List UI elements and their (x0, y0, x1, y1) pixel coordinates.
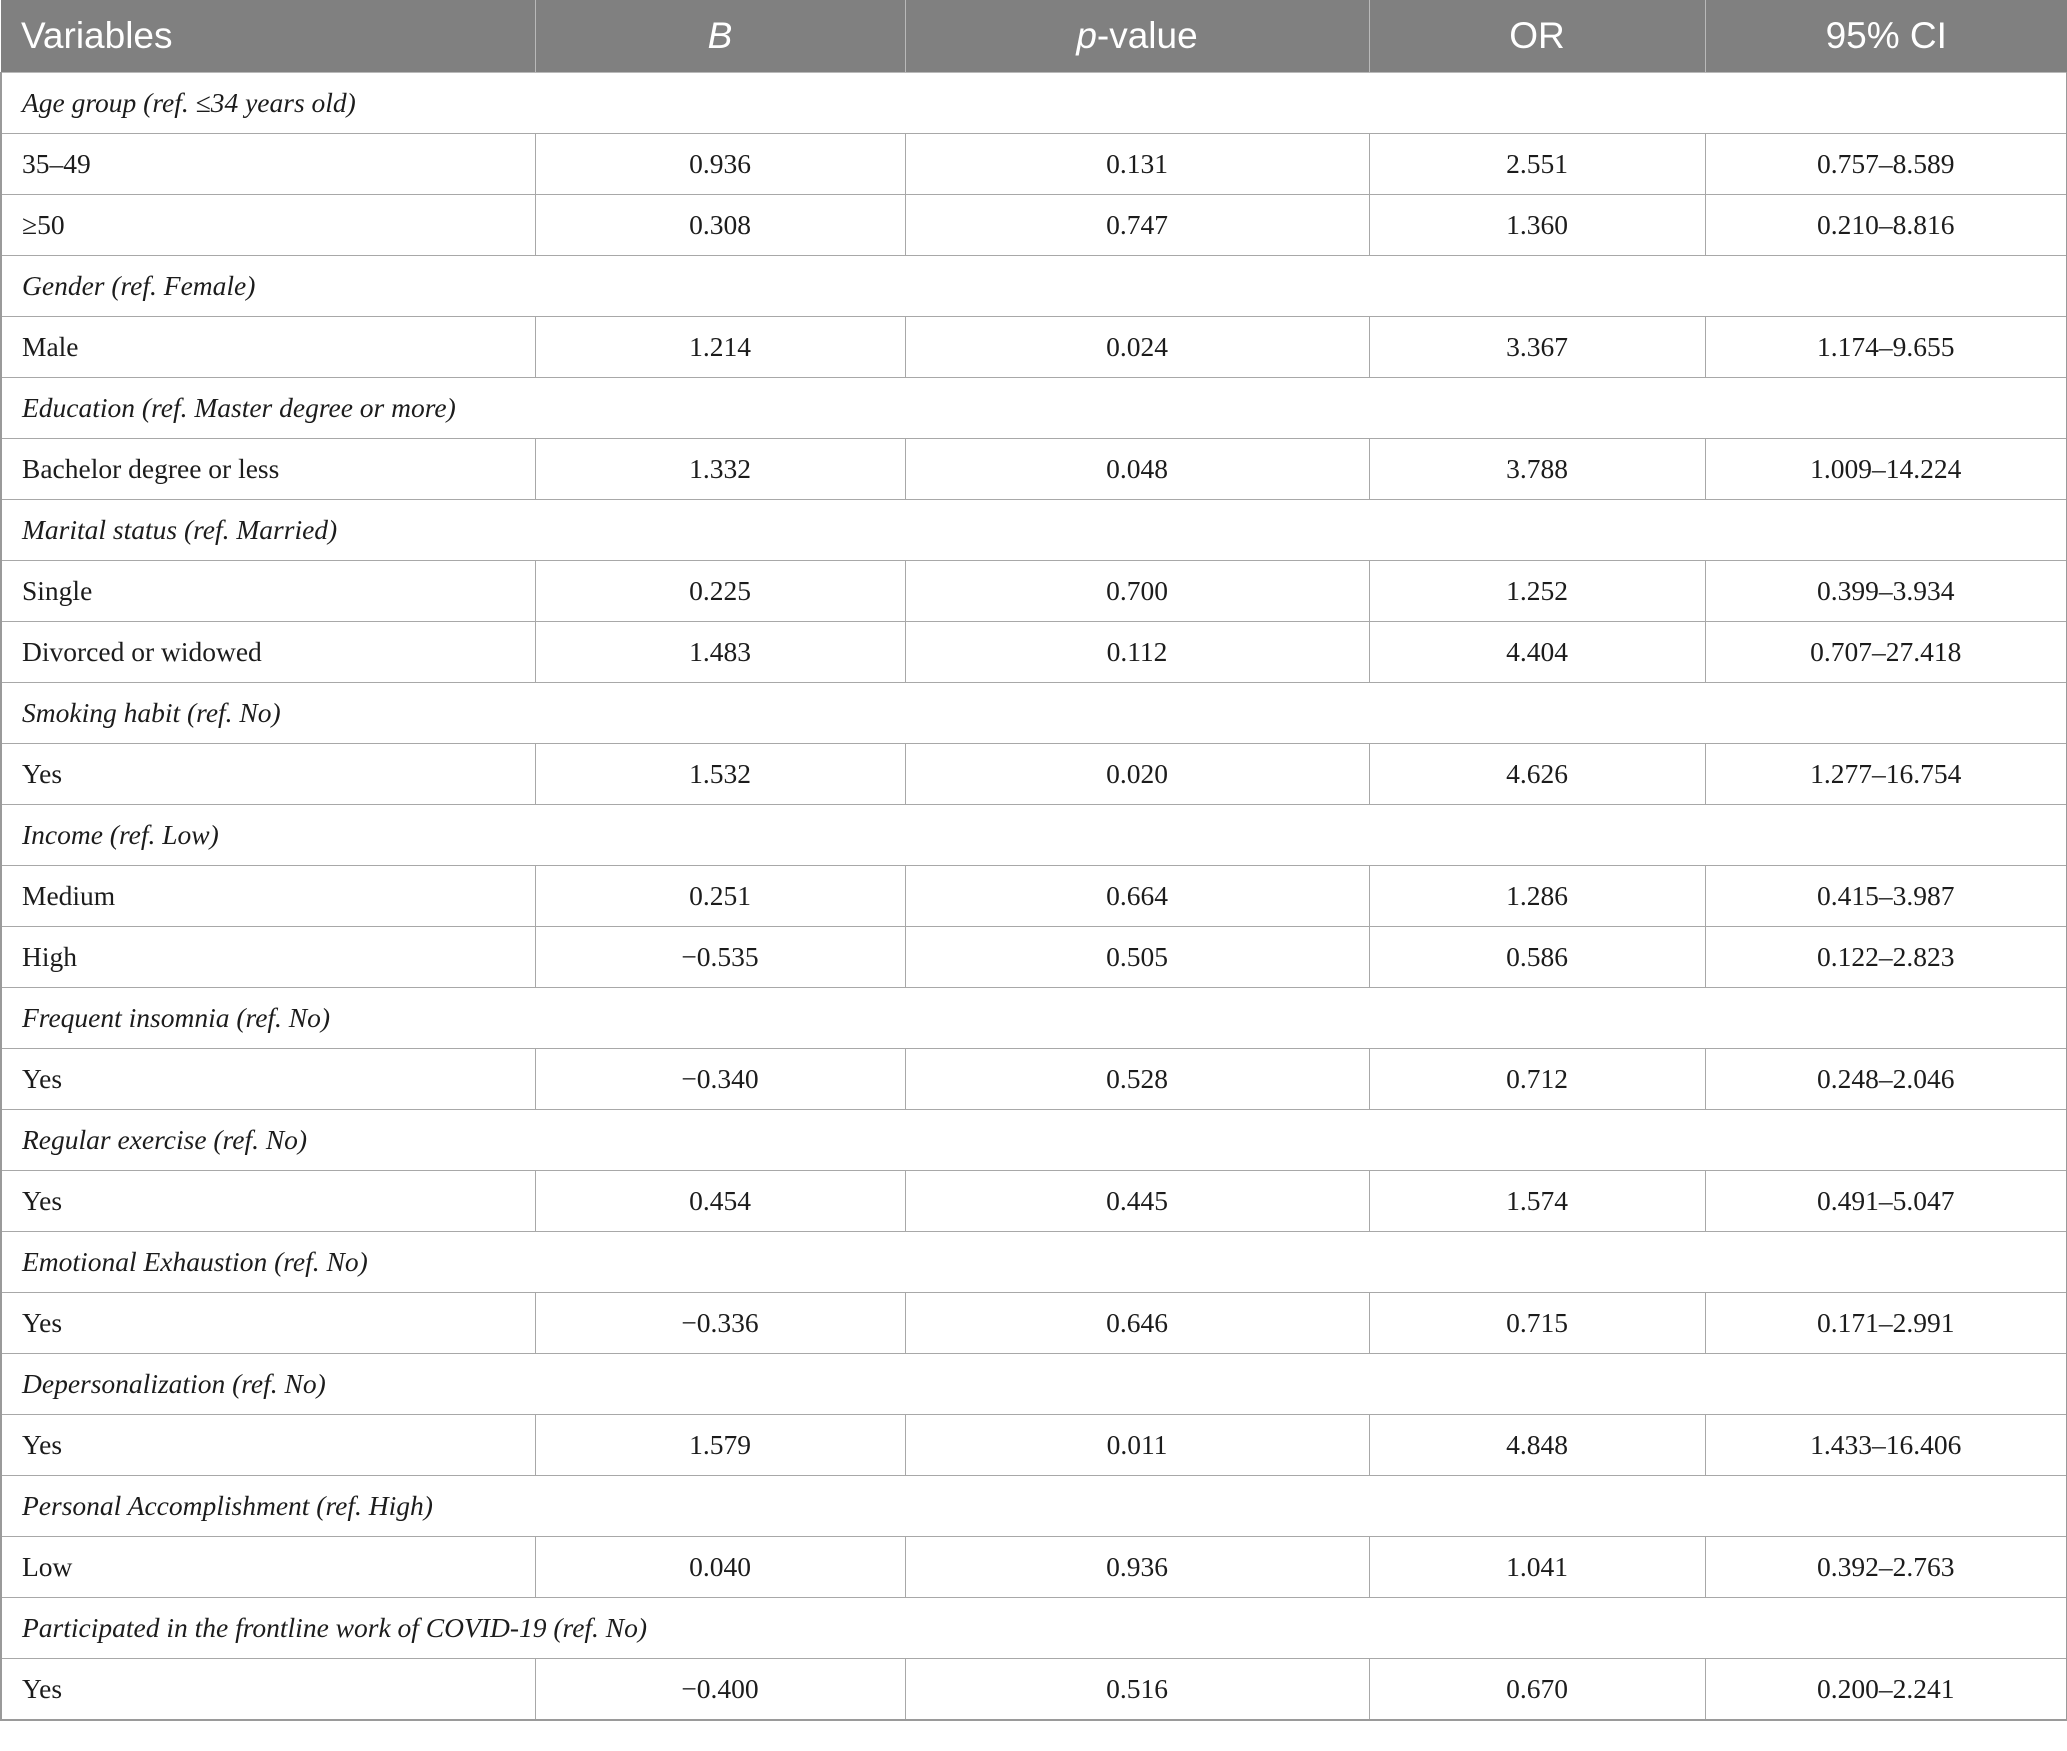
variable-label: Yes (1, 1171, 535, 1232)
b-cell: 1.483 (535, 622, 905, 683)
ci-cell: 1.433–16.406 (1705, 1415, 2067, 1476)
header-variables (1, 0, 535, 73)
p-value-cell: 0.112 (905, 622, 1369, 683)
p-value-cell: 0.664 (905, 866, 1369, 927)
group-label: Income (ref. Low) (1, 805, 2067, 866)
group-label: Frequent insomnia (ref. No) (1, 988, 2067, 1049)
p-value-cell: 0.646 (905, 1293, 1369, 1354)
table-row (1, 134, 2067, 195)
b-cell: 1.579 (535, 1415, 905, 1476)
group-label: Depersonalization (ref. No) (1, 1354, 2067, 1415)
group-label: Marital status (ref. Married) (1, 500, 2067, 561)
p-value-cell: 0.131 (905, 134, 1369, 195)
table-row (1, 866, 2067, 927)
group-label: Personal Accomplishment (ref. High) (1, 1476, 2067, 1537)
variable-label: Yes (1, 1659, 535, 1721)
group-row (1, 500, 2067, 561)
group-label: Age group (ref. ≤34 years old) (1, 73, 2067, 134)
group-label: Smoking habit (ref. No) (1, 683, 2067, 744)
b-cell: −0.400 (535, 1659, 905, 1721)
group-label: Education (ref. Master degree or more) (1, 378, 2067, 439)
table-row (1, 195, 2067, 256)
p-value-cell: 0.011 (905, 1415, 1369, 1476)
variable-label: ≥50 (1, 195, 535, 256)
header-text: Variables (21, 15, 173, 56)
variable-label: Yes (1, 1293, 535, 1354)
or-cell: 4.626 (1369, 744, 1705, 805)
variable-label: Single (1, 561, 535, 622)
b-cell: 1.214 (535, 317, 905, 378)
p-value-cell: 0.048 (905, 439, 1369, 500)
table-row (1, 927, 2067, 988)
variable-label: 35–49 (1, 134, 535, 195)
ci-cell: 0.757–8.589 (1705, 134, 2067, 195)
group-label: Gender (ref. Female) (1, 256, 2067, 317)
b-cell: −0.535 (535, 927, 905, 988)
table-row (1, 1537, 2067, 1598)
ci-cell: 0.392–2.763 (1705, 1537, 2067, 1598)
variable-label: High (1, 927, 535, 988)
table-row (1, 317, 2067, 378)
group-label: Participated in the frontline work of COVID-19 (ref. No) (1, 1598, 2067, 1659)
or-cell: 0.670 (1369, 1659, 1705, 1721)
group-row (1, 1354, 2067, 1415)
header-or (1369, 0, 1705, 73)
p-value-cell: 0.516 (905, 1659, 1369, 1721)
variable-label: Yes (1, 1415, 535, 1476)
or-cell: 0.712 (1369, 1049, 1705, 1110)
header-b (535, 0, 905, 73)
p-value-cell: 0.445 (905, 1171, 1369, 1232)
header-italic-text: B (707, 15, 733, 56)
p-value-cell: 0.700 (905, 561, 1369, 622)
ci-cell: 0.122–2.823 (1705, 927, 2067, 988)
ci-cell: 0.200–2.241 (1705, 1659, 2067, 1721)
variable-label: Divorced or widowed (1, 622, 535, 683)
or-cell: 1.252 (1369, 561, 1705, 622)
group-row (1, 1110, 2067, 1171)
group-row (1, 988, 2067, 1049)
group-row (1, 1476, 2067, 1537)
p-value-cell: 0.020 (905, 744, 1369, 805)
p-value-cell: 0.528 (905, 1049, 1369, 1110)
b-cell: 0.308 (535, 195, 905, 256)
header-p-value (905, 0, 1369, 73)
b-cell: 0.040 (535, 1537, 905, 1598)
or-cell: 4.848 (1369, 1415, 1705, 1476)
variable-label: Yes (1, 744, 535, 805)
ci-cell: 1.277–16.754 (1705, 744, 2067, 805)
or-cell: 1.574 (1369, 1171, 1705, 1232)
ci-cell: 0.491–5.047 (1705, 1171, 2067, 1232)
header-row (1, 0, 2067, 73)
b-cell: 0.936 (535, 134, 905, 195)
variable-label: Male (1, 317, 535, 378)
group-row (1, 683, 2067, 744)
table-row (1, 1659, 2067, 1721)
variable-label: Medium (1, 866, 535, 927)
header-italic-text: p (1076, 15, 1097, 56)
group-row (1, 1232, 2067, 1293)
ci-cell: 1.174–9.655 (1705, 317, 2067, 378)
header-text: OR (1509, 15, 1565, 56)
b-cell: 0.225 (535, 561, 905, 622)
table-row (1, 1293, 2067, 1354)
p-value-cell: 0.024 (905, 317, 1369, 378)
variable-label: Low (1, 1537, 535, 1598)
table-row (1, 744, 2067, 805)
p-value-cell: 0.747 (905, 195, 1369, 256)
table-row (1, 1049, 2067, 1110)
group-label: Regular exercise (ref. No) (1, 1110, 2067, 1171)
table-row (1, 1415, 2067, 1476)
b-cell: −0.336 (535, 1293, 905, 1354)
ci-cell: 0.171–2.991 (1705, 1293, 2067, 1354)
ci-cell: 0.399–3.934 (1705, 561, 2067, 622)
group-row (1, 73, 2067, 134)
group-label: Emotional Exhaustion (ref. No) (1, 1232, 2067, 1293)
ci-cell: 0.210–8.816 (1705, 195, 2067, 256)
or-cell: 0.586 (1369, 927, 1705, 988)
ci-cell: 1.009–14.224 (1705, 439, 2067, 500)
or-cell: 1.360 (1369, 195, 1705, 256)
group-row (1, 805, 2067, 866)
header-95-ci (1705, 0, 2067, 73)
b-cell: 0.454 (535, 1171, 905, 1232)
p-value-cell: 0.505 (905, 927, 1369, 988)
variable-label: Yes (1, 1049, 535, 1110)
or-cell: 4.404 (1369, 622, 1705, 683)
or-cell: 0.715 (1369, 1293, 1705, 1354)
variable-label: Bachelor degree or less (1, 439, 535, 500)
b-cell: 1.532 (535, 744, 905, 805)
table-row (1, 439, 2067, 500)
table-row (1, 561, 2067, 622)
ci-cell: 0.415–3.987 (1705, 866, 2067, 927)
group-row (1, 1598, 2067, 1659)
group-row (1, 256, 2067, 317)
header-text: 95% CI (1825, 15, 1947, 56)
or-cell: 1.041 (1369, 1537, 1705, 1598)
table-body (1, 73, 2067, 1721)
or-cell: 1.286 (1369, 866, 1705, 927)
b-cell: 1.332 (535, 439, 905, 500)
table-row (1, 1171, 2067, 1232)
or-cell: 3.788 (1369, 439, 1705, 500)
table-row (1, 622, 2067, 683)
ci-cell: 0.248–2.046 (1705, 1049, 2067, 1110)
or-cell: 2.551 (1369, 134, 1705, 195)
b-cell: −0.340 (535, 1049, 905, 1110)
p-value-cell: 0.936 (905, 1537, 1369, 1598)
header-suffix-text: -value (1096, 15, 1198, 56)
or-cell: 3.367 (1369, 317, 1705, 378)
ci-cell: 0.707–27.418 (1705, 622, 2067, 683)
b-cell: 0.251 (535, 866, 905, 927)
table-header (1, 0, 2067, 73)
group-row (1, 378, 2067, 439)
